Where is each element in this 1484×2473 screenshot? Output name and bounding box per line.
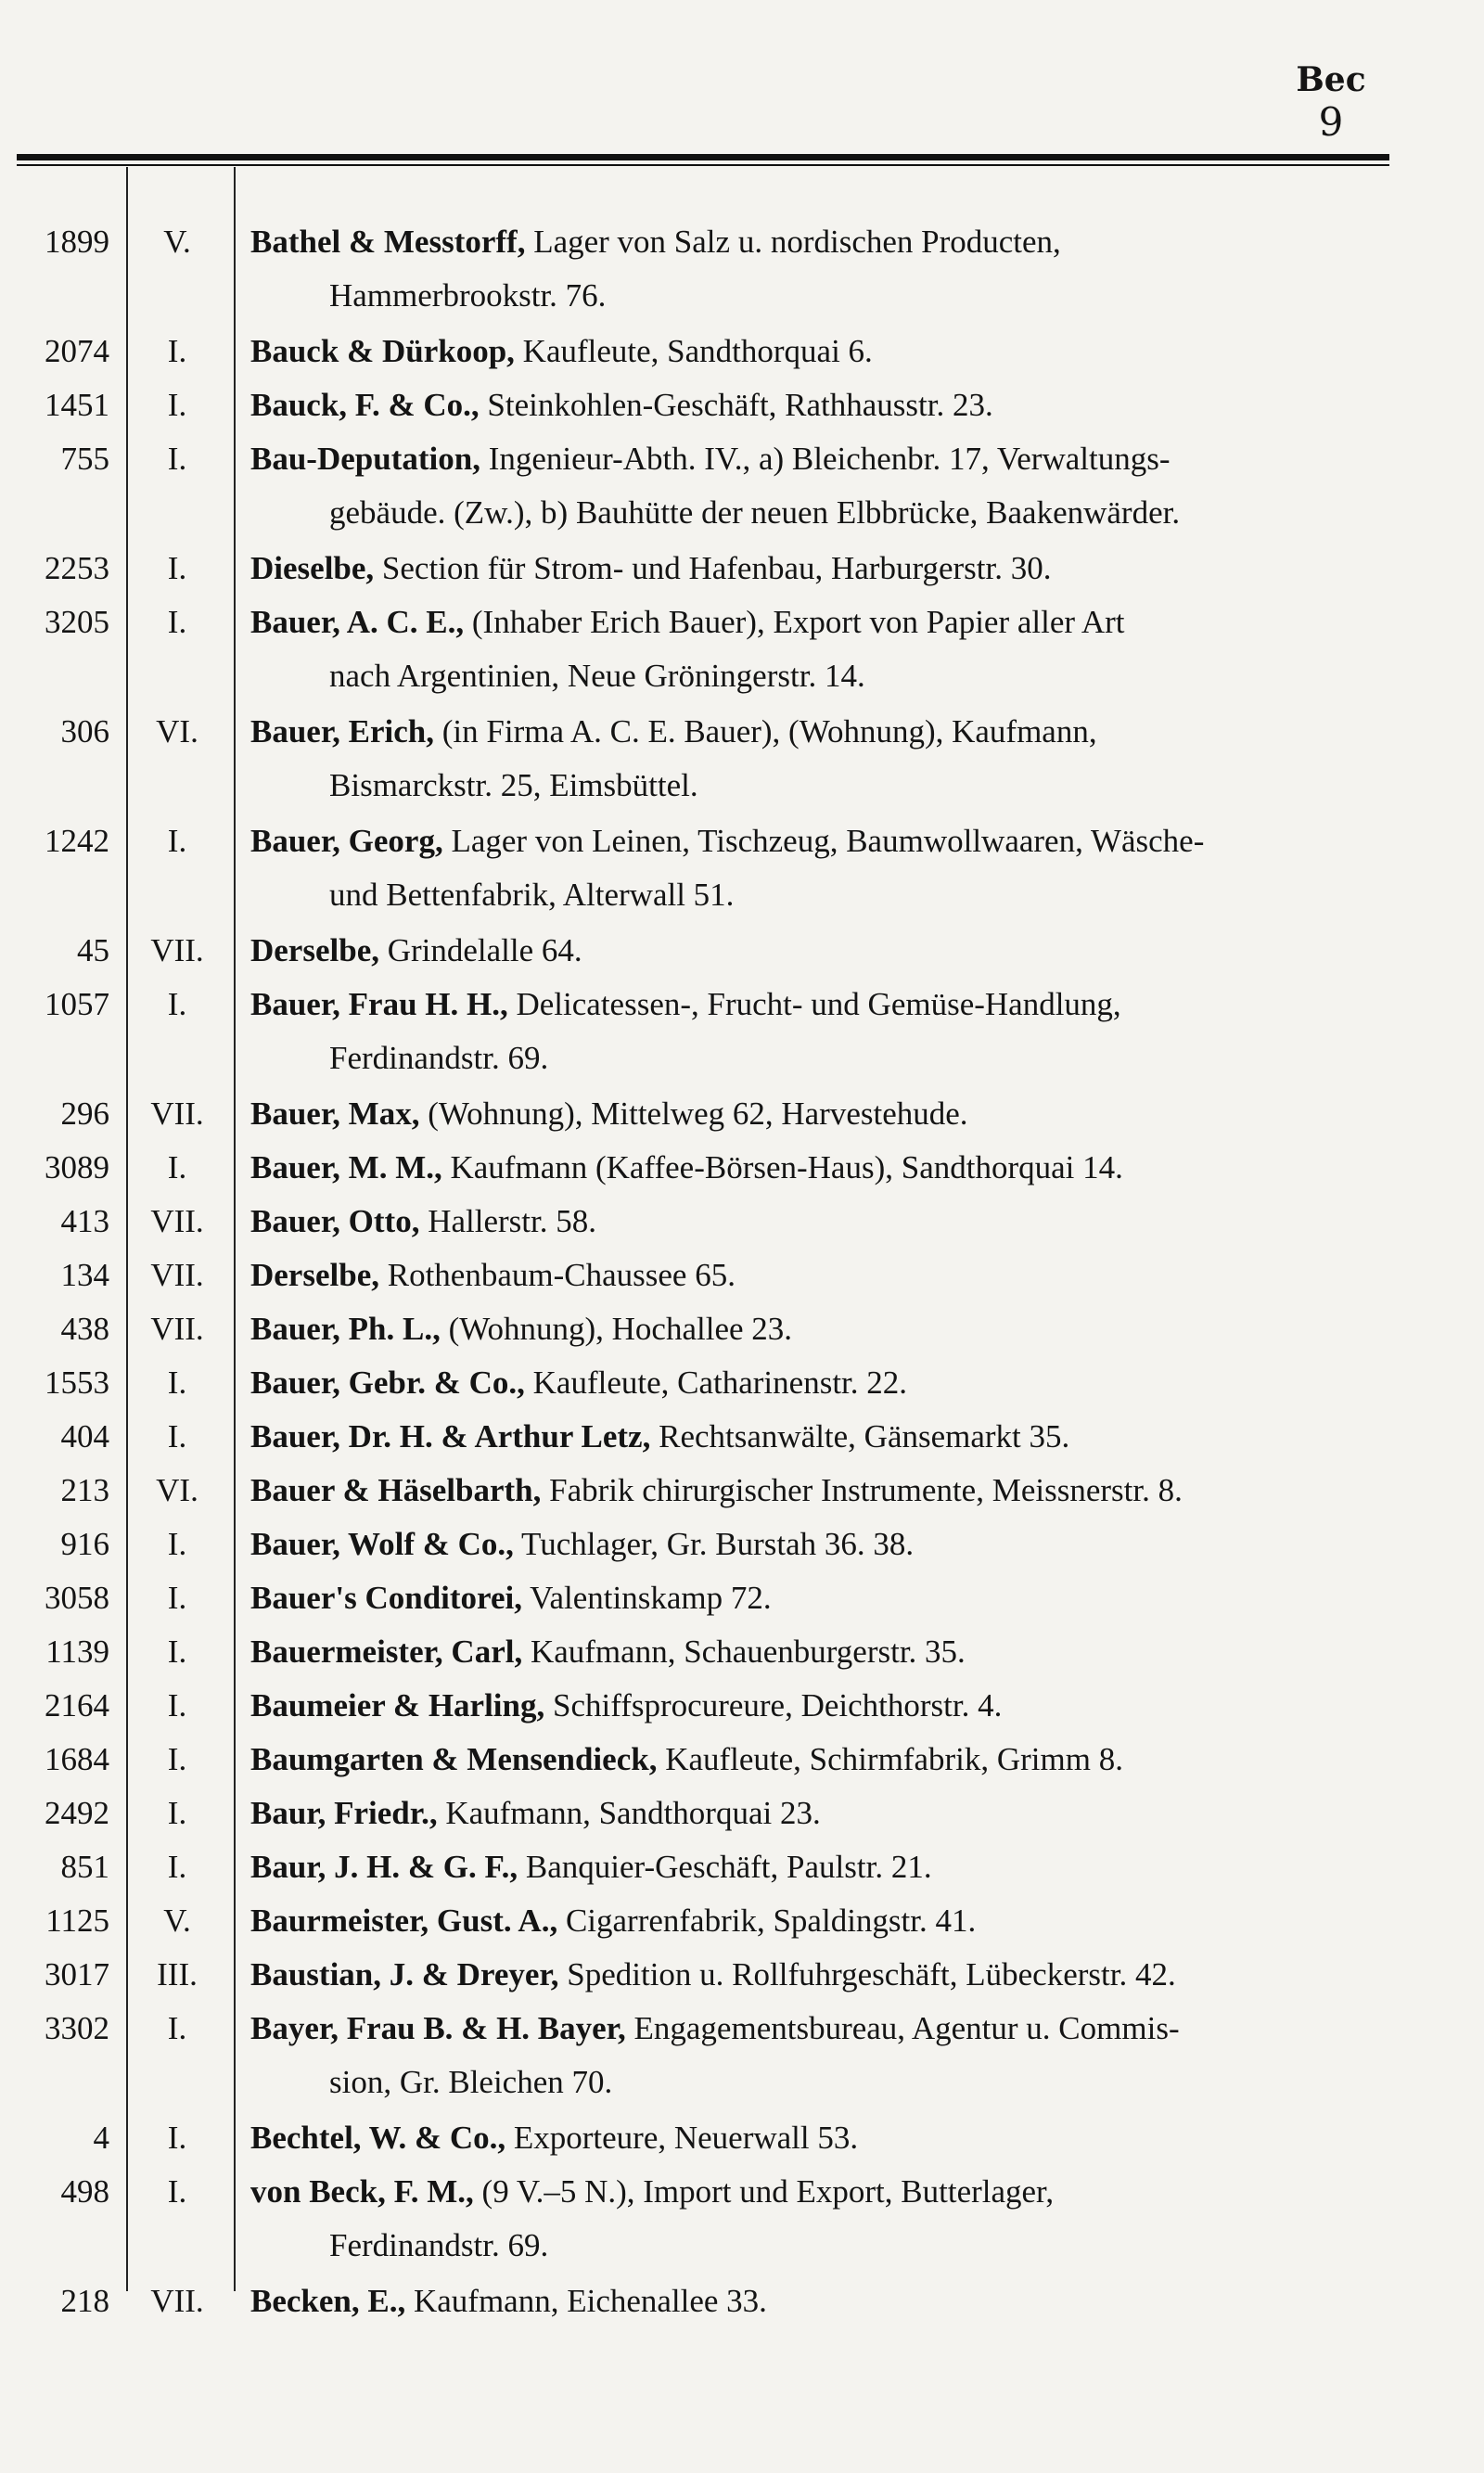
directory-entry bbox=[0, 2111, 1447, 2165]
entry-number: 2253 bbox=[45, 550, 109, 586]
entry-first-line bbox=[250, 2002, 1405, 2056]
entry-name: Bau-Deputation, bbox=[250, 441, 480, 477]
entry-first-line bbox=[250, 1571, 1405, 1625]
entry-body bbox=[232, 1410, 1405, 1464]
entry-name: Bathel & Messtorff, bbox=[250, 224, 526, 260]
entry-body bbox=[232, 1141, 1405, 1195]
entry-name: Baumgarten & Mensendieck, bbox=[250, 1741, 658, 1777]
entry-number: 1057 bbox=[45, 986, 109, 1022]
entry-number: 3017 bbox=[45, 1956, 109, 1992]
entry-body bbox=[232, 1733, 1405, 1787]
entry-text: Delicatessen-, Frucht- und Gemüse-Handlung, bbox=[516, 986, 1121, 1022]
entry-district: VII. bbox=[150, 2283, 204, 2319]
entry-body bbox=[232, 378, 1405, 432]
directory-entry bbox=[0, 1894, 1447, 1948]
entry-district: VII. bbox=[150, 932, 204, 968]
entry-number: 213 bbox=[60, 1472, 109, 1508]
entry-continuation: sion, Gr. Bleichen 70. bbox=[329, 2064, 613, 2100]
entry-body bbox=[232, 1948, 1405, 2002]
entry-number: 4 bbox=[93, 2120, 109, 2156]
entry-number: 3302 bbox=[45, 2010, 109, 2046]
directory-entries bbox=[0, 215, 1447, 2328]
entry-district: I. bbox=[167, 1849, 187, 1885]
entry-continuation: Ferdinandstr. 69. bbox=[329, 2227, 549, 2263]
entry-text: (9 V.–5 N.), Import und Export, Butterlager, bbox=[481, 2173, 1055, 2210]
entry-first-line bbox=[250, 978, 1405, 1031]
entry-text: Tuchlager, Gr. Burstah 36. 38. bbox=[521, 1526, 915, 1562]
entry-first-line bbox=[250, 378, 1405, 432]
entry-number: 851 bbox=[60, 1849, 109, 1885]
entry-text: (Inhaber Erich Bauer), Export von Papier aller Art bbox=[471, 604, 1125, 640]
entry-body bbox=[232, 705, 1405, 813]
directory-entry bbox=[0, 705, 1447, 813]
entry-first-line bbox=[250, 1302, 1405, 1356]
entry-number: 2492 bbox=[45, 1795, 109, 1831]
entry-district: I. bbox=[167, 1418, 187, 1454]
entry-first-line bbox=[250, 2165, 1405, 2219]
directory-entry bbox=[0, 1410, 1447, 1464]
entry-number: 2164 bbox=[45, 1687, 109, 1723]
entry-name: Bauck, F. & Co., bbox=[250, 387, 480, 423]
directory-entry bbox=[0, 1087, 1447, 1141]
entry-body bbox=[232, 1195, 1405, 1249]
directory-entry bbox=[0, 215, 1447, 323]
directory-entry bbox=[0, 1249, 1447, 1302]
entry-continuation: nach Argentinien, Neue Gröningerstr. 14. bbox=[329, 658, 865, 694]
entry-first-line bbox=[250, 1840, 1405, 1894]
entry-name: Bauer, Dr. H. & Arthur Letz, bbox=[250, 1418, 651, 1454]
entry-district: VII. bbox=[150, 1311, 204, 1347]
entry-name: Baumeier & Harling, bbox=[250, 1687, 545, 1723]
directory-entry bbox=[0, 1195, 1447, 1249]
entry-continuation: Ferdinandstr. 69. bbox=[329, 1040, 549, 1076]
page-number: 9 bbox=[1318, 99, 1344, 145]
entry-text: Lager von Leinen, Tischzeug, Baumwollwaaren, Wäsche- bbox=[451, 823, 1205, 859]
entry-district: III. bbox=[157, 1956, 198, 1992]
entry-district: VI. bbox=[156, 1472, 198, 1508]
entry-first-line bbox=[250, 705, 1405, 759]
entry-first-line bbox=[250, 1948, 1405, 2002]
entry-body bbox=[232, 2111, 1405, 2165]
entry-body bbox=[232, 1249, 1405, 1302]
entry-body bbox=[232, 978, 1405, 1085]
entry-district: I. bbox=[167, 441, 187, 477]
entry-text: (Wohnung), Hochallee 23. bbox=[448, 1311, 793, 1347]
entry-text: Kaufleute, Catharinenstr. 22. bbox=[532, 1365, 908, 1401]
directory-entry bbox=[0, 1787, 1447, 1840]
entry-district: I. bbox=[167, 2010, 187, 2046]
entry-text: Section für Strom- und Hafenbau, Harburgerstr. 30. bbox=[381, 550, 1052, 586]
entry-number: 1899 bbox=[45, 224, 109, 260]
entry-first-line bbox=[250, 432, 1405, 486]
entry-number: 306 bbox=[60, 713, 109, 750]
entry-district: VII. bbox=[150, 1096, 204, 1132]
entry-district: I. bbox=[167, 1741, 187, 1777]
entry-name: Baur, Friedr., bbox=[250, 1795, 438, 1831]
entry-body bbox=[232, 1679, 1405, 1733]
entry-text: Spedition u. Rollfuhrgeschäft, Lübeckerstr. 42. bbox=[567, 1956, 1176, 1992]
entry-district: I. bbox=[167, 1580, 187, 1616]
entry-text: Ingenieur-Abth. IV., a) Bleichenbr. 17, Verwaltungs- bbox=[488, 441, 1171, 477]
entry-first-line bbox=[250, 1410, 1405, 1464]
entry-name: Bechtel, W. & Co., bbox=[250, 2120, 506, 2156]
entry-body bbox=[232, 325, 1405, 378]
entry-first-line bbox=[250, 1464, 1405, 1518]
entry-body bbox=[232, 1356, 1405, 1410]
entry-body bbox=[232, 1302, 1405, 1356]
entry-district: I. bbox=[167, 387, 187, 423]
entry-text: Cigarrenfabrik, Spaldingstr. 41. bbox=[565, 1903, 977, 1939]
entry-number: 1684 bbox=[45, 1741, 109, 1777]
directory-entry bbox=[0, 325, 1447, 378]
directory-entry bbox=[0, 1571, 1447, 1625]
entry-text: Rothenbaum-Chaussee 65. bbox=[387, 1257, 736, 1293]
directory-entry bbox=[0, 1518, 1447, 1571]
directory-entry bbox=[0, 2274, 1447, 2328]
entry-district: I. bbox=[167, 550, 187, 586]
entry-number: 218 bbox=[60, 2283, 109, 2319]
entry-first-line bbox=[250, 814, 1405, 868]
entry-first-line bbox=[250, 1733, 1405, 1787]
entry-body bbox=[232, 215, 1405, 323]
entry-body bbox=[232, 1518, 1405, 1571]
directory-entry bbox=[0, 1733, 1447, 1787]
entry-continuation: Bismarckstr. 25, Eimsbüttel. bbox=[329, 767, 698, 803]
entry-text: Banquier-Geschäft, Paulstr. 21. bbox=[525, 1849, 932, 1885]
directory-entry bbox=[0, 432, 1447, 540]
entry-text: Hallerstr. 58. bbox=[428, 1203, 596, 1239]
entry-text: (in Firma A. C. E. Bauer), (Wohnung), Kaufmann, bbox=[441, 713, 1097, 750]
entry-first-line bbox=[250, 542, 1405, 596]
directory-entry bbox=[0, 1141, 1447, 1195]
entry-name: Bauer & Häselbarth, bbox=[250, 1472, 542, 1508]
entry-number: 3058 bbox=[45, 1580, 109, 1616]
directory-entry bbox=[0, 1302, 1447, 1356]
entry-district: V. bbox=[163, 224, 191, 260]
entry-body bbox=[232, 542, 1405, 596]
entry-text: Kaufmann (Kaffee-Börsen-Haus), Sandthorquai 14. bbox=[450, 1149, 1123, 1185]
entry-district: I. bbox=[167, 823, 187, 859]
directory-entry bbox=[0, 1356, 1447, 1410]
entry-first-line bbox=[250, 1679, 1405, 1733]
entry-first-line bbox=[250, 1894, 1405, 1948]
entry-number: 1139 bbox=[45, 1634, 109, 1670]
entry-name: Bauer, Erich, bbox=[250, 713, 435, 750]
entry-number: 45 bbox=[77, 932, 109, 968]
entry-text: Schiffsprocureure, Deichthorstr. 4. bbox=[553, 1687, 1003, 1723]
directory-entry bbox=[0, 1948, 1447, 2002]
entry-district: V. bbox=[163, 1903, 191, 1939]
entry-body bbox=[232, 1894, 1405, 1948]
entry-name: Bauer's Conditorei, bbox=[250, 1580, 522, 1616]
entry-text: Exporteure, Neuerwall 53. bbox=[513, 2120, 859, 2156]
directory-entry bbox=[0, 542, 1447, 596]
entry-body bbox=[232, 2002, 1405, 2109]
entry-body bbox=[232, 1840, 1405, 1894]
entry-number: 755 bbox=[60, 441, 109, 477]
entry-name: Bayer, Frau B. & H. Bayer, bbox=[250, 2010, 626, 2046]
entry-number: 3205 bbox=[45, 604, 109, 640]
entry-number: 1553 bbox=[45, 1365, 109, 1401]
entry-text: Kaufleute, Sandthorquai 6. bbox=[522, 333, 873, 369]
entry-name: Bauer, A. C. E., bbox=[250, 604, 465, 640]
directory-entry bbox=[0, 596, 1447, 703]
entry-district: I. bbox=[167, 604, 187, 640]
entry-first-line bbox=[250, 2274, 1405, 2328]
directory-entry bbox=[0, 924, 1447, 978]
entry-name: Bauer, Georg, bbox=[250, 823, 443, 859]
header-rule-thick bbox=[17, 154, 1389, 160]
directory-entry bbox=[0, 1464, 1447, 1518]
entry-text: Kaufmann, Eichenallee 33. bbox=[413, 2283, 767, 2319]
entry-name: von Beck, F. M., bbox=[250, 2173, 474, 2210]
entry-district: I. bbox=[167, 1526, 187, 1562]
entry-name: Dieselbe, bbox=[250, 550, 375, 586]
entry-district: VII. bbox=[150, 1257, 204, 1293]
entry-body bbox=[232, 432, 1405, 540]
entry-first-line bbox=[250, 1141, 1405, 1195]
entry-body bbox=[232, 1625, 1405, 1679]
entry-text: Kaufleute, Schirmfabrik, Grimm 8. bbox=[665, 1741, 1123, 1777]
entry-body bbox=[232, 2274, 1405, 2328]
page-section-code: Bec bbox=[1296, 60, 1366, 99]
entry-continuation: Hammerbrookstr. 76. bbox=[329, 277, 607, 314]
entry-number: 3089 bbox=[45, 1149, 109, 1185]
entry-name: Bauer, Gebr. & Co., bbox=[250, 1365, 525, 1401]
entry-first-line bbox=[250, 596, 1405, 649]
entry-name: Bauer, Ph. L., bbox=[250, 1311, 441, 1347]
entry-first-line bbox=[250, 215, 1405, 269]
entry-body bbox=[232, 596, 1405, 703]
entry-number: 438 bbox=[60, 1311, 109, 1347]
entry-continuation: gebäude. (Zw.), b) Bauhütte der neuen Elbbrücke, Baakenwärder. bbox=[329, 494, 1181, 531]
entry-body bbox=[232, 814, 1405, 922]
entry-name: Bauer, Otto, bbox=[250, 1203, 420, 1239]
entry-name: Bauer, Max, bbox=[250, 1096, 420, 1132]
entry-text: Steinkohlen-Geschäft, Rathhausstr. 23. bbox=[487, 387, 993, 423]
entry-text: Valentinskamp 72. bbox=[530, 1580, 772, 1616]
entry-first-line bbox=[250, 1195, 1405, 1249]
entry-first-line bbox=[250, 1787, 1405, 1840]
entry-number: 404 bbox=[60, 1418, 109, 1454]
entry-district: VI. bbox=[156, 713, 198, 750]
directory-entry bbox=[0, 1840, 1447, 1894]
entry-district: I. bbox=[167, 1795, 187, 1831]
entry-first-line bbox=[250, 1518, 1405, 1571]
entry-first-line bbox=[250, 2111, 1405, 2165]
entry-name: Derselbe, bbox=[250, 1257, 379, 1293]
entry-number: 134 bbox=[60, 1257, 109, 1293]
entry-number: 1242 bbox=[45, 823, 109, 859]
entry-district: I. bbox=[167, 2120, 187, 2156]
entry-district: I. bbox=[167, 986, 187, 1022]
entry-text: Kaufmann, Sandthorquai 23. bbox=[445, 1795, 821, 1831]
entry-district: VII. bbox=[150, 1203, 204, 1239]
directory-entry bbox=[0, 1625, 1447, 1679]
entry-continuation: und Bettenfabrik, Alterwall 51. bbox=[329, 877, 735, 913]
entry-name: Bauermeister, Carl, bbox=[250, 1634, 523, 1670]
entry-text: Fabrik chirurgischer Instrumente, Meissnerstr. 8. bbox=[549, 1472, 1183, 1508]
entry-body bbox=[232, 2165, 1405, 2273]
entry-text: Grindelalle 64. bbox=[387, 932, 582, 968]
directory-entry bbox=[0, 978, 1447, 1085]
directory-entry bbox=[0, 378, 1447, 432]
entry-number: 413 bbox=[60, 1203, 109, 1239]
entry-first-line bbox=[250, 1625, 1405, 1679]
entry-name: Baurmeister, Gust. A., bbox=[250, 1903, 558, 1939]
entry-number: 916 bbox=[60, 1526, 109, 1562]
entry-text: Kaufmann, Schauenburgerstr. 35. bbox=[530, 1634, 966, 1670]
directory-entry bbox=[0, 1679, 1447, 1733]
entry-district: I. bbox=[167, 2173, 187, 2210]
entry-district: I. bbox=[167, 1687, 187, 1723]
entry-district: I. bbox=[167, 333, 187, 369]
entry-body bbox=[232, 924, 1405, 978]
entry-name: Bauck & Dürkoop, bbox=[250, 333, 515, 369]
entry-first-line bbox=[250, 1356, 1405, 1410]
directory-entry bbox=[0, 814, 1447, 922]
directory-entry bbox=[0, 2165, 1447, 2273]
entry-text: Rechtsanwälte, Gänsemarkt 35. bbox=[659, 1418, 1070, 1454]
entry-first-line bbox=[250, 1249, 1405, 1302]
directory-entry bbox=[0, 2002, 1447, 2109]
entry-district: I. bbox=[167, 1365, 187, 1401]
entry-name: Becken, E., bbox=[250, 2283, 406, 2319]
entry-name: Baur, J. H. & G. F., bbox=[250, 1849, 518, 1885]
entry-number: 498 bbox=[60, 2173, 109, 2210]
entry-name: Bauer, Wolf & Co., bbox=[250, 1526, 514, 1562]
entry-text: (Wohnung), Mittelweg 62, Harvestehude. bbox=[428, 1096, 968, 1132]
entry-number: 2074 bbox=[45, 333, 109, 369]
entry-name: Baustian, J. & Dreyer, bbox=[250, 1956, 559, 1992]
entry-number: 296 bbox=[60, 1096, 109, 1132]
entry-body bbox=[232, 1571, 1405, 1625]
entry-first-line bbox=[250, 1087, 1405, 1141]
entry-body bbox=[232, 1464, 1405, 1518]
entry-name: Bauer, Frau H. H., bbox=[250, 986, 508, 1022]
entry-text: Engagementsbureau, Agentur u. Commis- bbox=[633, 2010, 1180, 2046]
entry-name: Derselbe, bbox=[250, 932, 379, 968]
entry-number: 1125 bbox=[45, 1903, 109, 1939]
entry-district: I. bbox=[167, 1149, 187, 1185]
header-rule-thin bbox=[17, 164, 1389, 166]
entry-body bbox=[232, 1087, 1405, 1141]
entry-name: Bauer, M. M., bbox=[250, 1149, 442, 1185]
entry-first-line bbox=[250, 325, 1405, 378]
entry-text: Lager von Salz u. nordischen Producten, bbox=[533, 224, 1061, 260]
entry-district: I. bbox=[167, 1634, 187, 1670]
entry-body bbox=[232, 1787, 1405, 1840]
entry-number: 1451 bbox=[45, 387, 109, 423]
entry-first-line bbox=[250, 924, 1405, 978]
